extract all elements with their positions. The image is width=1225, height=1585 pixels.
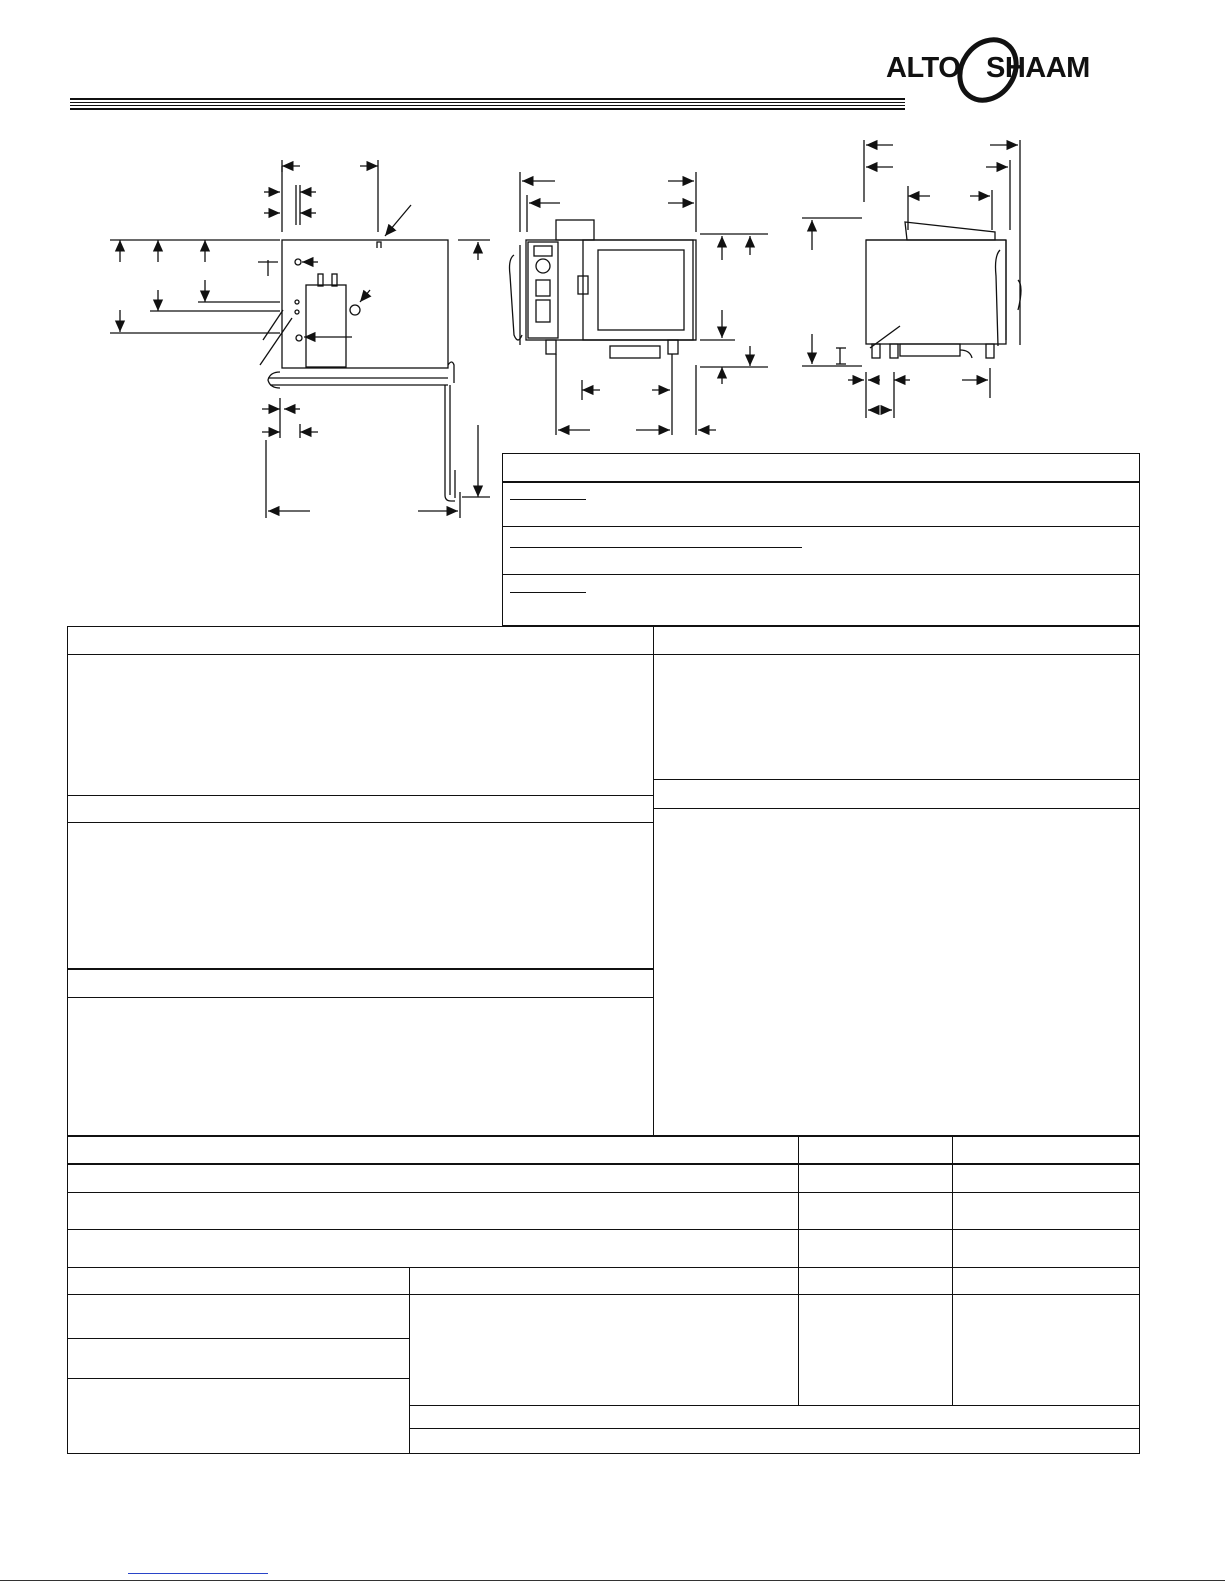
left-divider-1 bbox=[67, 795, 653, 796]
table-header-rule bbox=[67, 1163, 1140, 1165]
table-right-rule-1 bbox=[409, 1405, 1140, 1406]
table-col-divider-2 bbox=[952, 1136, 953, 1406]
spec-underline-2 bbox=[510, 547, 802, 548]
table-row-rule-1 bbox=[67, 1192, 1140, 1193]
details-section bbox=[67, 626, 1140, 1136]
table-col-divider-3 bbox=[409, 1267, 410, 1454]
logo-text-left: ALTO bbox=[886, 52, 961, 84]
table-left-rule-1 bbox=[67, 1338, 409, 1339]
left-header-rule-3 bbox=[67, 997, 653, 998]
left-divider-2 bbox=[67, 968, 653, 970]
side-view bbox=[802, 140, 1021, 418]
technical-drawings bbox=[0, 0, 1225, 530]
right-divider-1 bbox=[653, 779, 1140, 780]
options-table bbox=[67, 1136, 1140, 1454]
spec-panel-header-rule bbox=[502, 481, 1140, 483]
spec-divider-2 bbox=[502, 574, 1140, 575]
table-left-rule-2 bbox=[67, 1378, 409, 1379]
table-row-rule-3 bbox=[67, 1267, 1140, 1268]
top-view bbox=[110, 160, 490, 518]
right-header-rule-2 bbox=[653, 808, 1140, 809]
footer-rule bbox=[0, 1580, 1225, 1581]
table-row-rule-4 bbox=[67, 1294, 1140, 1295]
table-col-divider-1 bbox=[798, 1136, 799, 1406]
spec-divider-1 bbox=[502, 526, 1140, 527]
logo-text-right: SHAAM bbox=[986, 52, 1090, 84]
spec-underline-3 bbox=[510, 592, 586, 593]
details-column-divider bbox=[653, 626, 654, 1136]
spec-underline-1 bbox=[510, 499, 586, 500]
table-right-rule-2 bbox=[409, 1428, 1140, 1429]
spec-panel bbox=[502, 453, 1140, 626]
right-header-rule-1 bbox=[653, 654, 1140, 655]
front-view bbox=[510, 172, 769, 435]
footer-link-underline[interactable] bbox=[128, 1573, 268, 1574]
table-row-rule-2 bbox=[67, 1229, 1140, 1230]
left-header-rule-1 bbox=[67, 654, 653, 655]
left-header-rule-2 bbox=[67, 822, 653, 823]
